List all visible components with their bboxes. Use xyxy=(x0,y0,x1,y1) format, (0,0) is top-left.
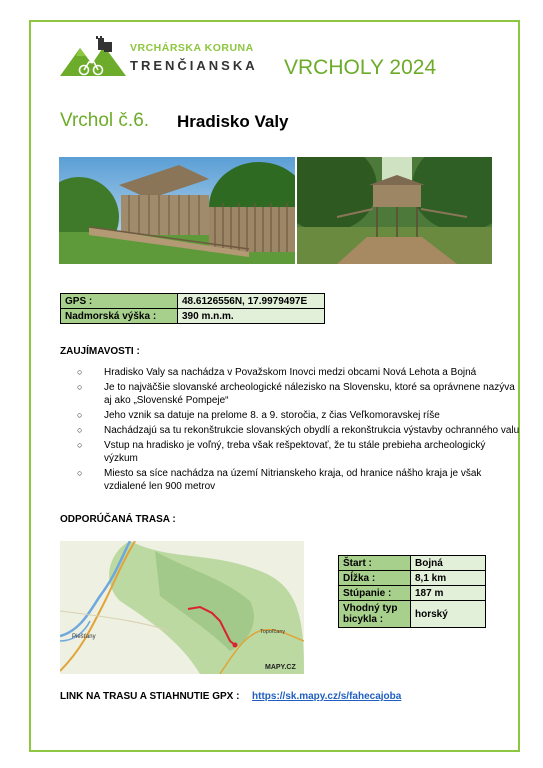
logo-text-line1: VRCHÁRSKA KORUNA xyxy=(130,42,254,54)
mountain-bike-logo-icon xyxy=(60,34,126,80)
facts-title: ZAUJÍMAVOSTI : xyxy=(60,346,140,357)
facts-list xyxy=(60,366,520,495)
peak-number: Vrchol č.6. xyxy=(60,110,150,131)
peak-name: Hradisko Valy xyxy=(177,112,289,131)
table-row xyxy=(339,601,486,628)
circle-bullet-icon: ○ xyxy=(77,468,83,478)
circle-bullet-icon: ○ xyxy=(77,367,83,377)
circle-bullet-icon: ○ xyxy=(77,440,83,450)
table-row xyxy=(339,586,486,601)
route-map[interactable] xyxy=(60,541,304,674)
gps-value: 48.6126556N, 17.9979497E xyxy=(178,294,325,309)
list-item: ○ Hradisko Valy sa nachádza v Považskom Inovci medzi obcami Nová Lehota a Bojná xyxy=(77,367,477,378)
table-row xyxy=(61,309,325,324)
gps-label: GPS : xyxy=(61,294,178,309)
logo-text-line2: TRENČIANSKA xyxy=(130,58,258,73)
altitude-label: Nadmorská výška : xyxy=(61,309,178,324)
route-title: ODPORÚČANÁ TRASA : xyxy=(60,514,176,525)
list-item: ○ Je to najväčšie slovanské archeologické nálezisko na Slovensku, ktoré sa oprávnene nazýva aj ako „Slovenské Pompeje“ xyxy=(77,382,515,406)
table-row xyxy=(339,571,486,586)
length-value: 8,1 km xyxy=(411,571,486,586)
photo-hillfort-watchtower xyxy=(297,157,492,264)
gpx-route-link[interactable]: https://sk.mapy.cz/s/fahecajoba xyxy=(252,691,402,702)
length-label: Dĺžka : xyxy=(339,571,411,586)
bike-type-label: Vhodný typ bicykla : xyxy=(339,601,411,628)
climb-label: Stúpanie : xyxy=(339,586,411,601)
circle-bullet-icon: ○ xyxy=(77,410,83,420)
route-info-table xyxy=(338,555,486,628)
list-item: ○ Miesto sa síce nachádza na území Nitrianskeho kraja, od hranice nášho kraja je však vzdialené len 900 metrov xyxy=(77,468,482,492)
list-item: ○ Jeho vznik sa datuje na prelome 8. a 9. storočia, z čias Veľkomoravskej ríše xyxy=(77,410,440,421)
table-row xyxy=(339,556,486,571)
map-label-piestany: Piešťany xyxy=(72,634,96,640)
altitude-value: 390 m.n.m. xyxy=(178,309,325,324)
circle-bullet-icon: ○ xyxy=(77,382,83,392)
climb-value: 187 m xyxy=(411,586,486,601)
year-title: VRCHOLY 2024 xyxy=(284,56,437,79)
map-label-topolcany: Topoľčany xyxy=(260,629,286,635)
start-label: Štart : xyxy=(339,556,411,571)
location-info-table xyxy=(60,293,325,324)
start-value: Bojná xyxy=(411,556,486,571)
route-end-marker-icon xyxy=(233,643,238,648)
list-item: ○ Vstup na hradisko je voľný, treba však rešpektovať, že tu stále prebieha archeologický výzkum xyxy=(77,440,486,464)
photo-hillfort-wooden-building xyxy=(59,157,295,264)
list-item: ○ Nachádzajú sa tu rekonštrukcie slovanských obydlí a rekonštrukcia výstavby ochranného valu xyxy=(77,425,520,436)
gpx-link-label: LINK NA TRASU A STIAHNUTIE GPX : xyxy=(60,691,240,702)
bike-type-value: horský xyxy=(411,601,486,628)
circle-bullet-icon: ○ xyxy=(77,425,83,435)
club-logo xyxy=(60,34,258,80)
mapy-cz-logo: MAPY.CZ xyxy=(265,664,296,671)
table-row xyxy=(61,294,325,309)
